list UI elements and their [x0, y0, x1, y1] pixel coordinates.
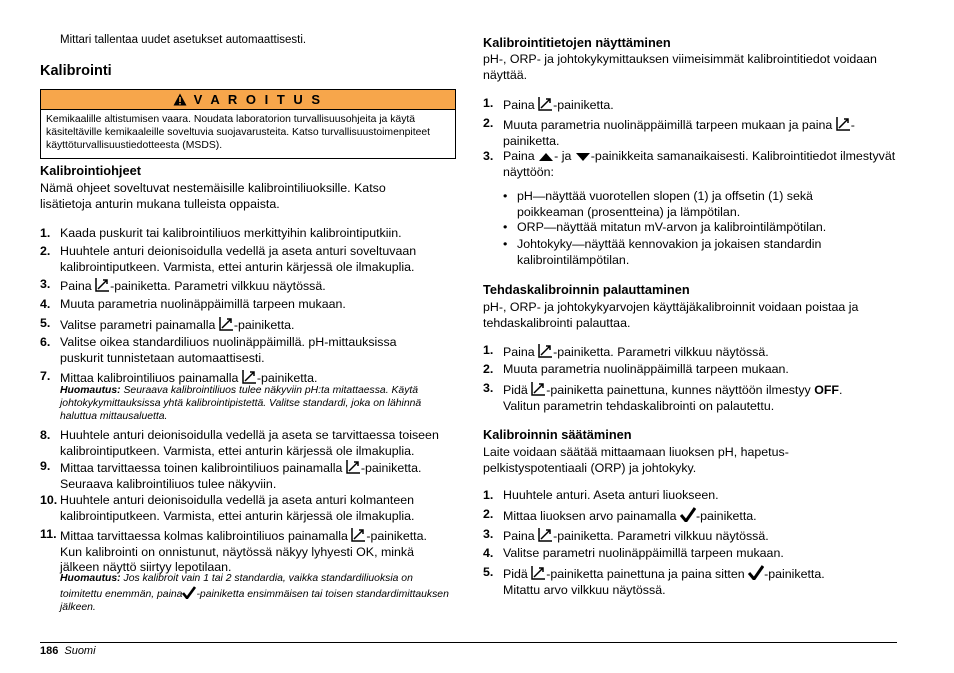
step-text: Muuta parametria nuolinäppäimillä tarpeen mukaan.	[503, 362, 789, 376]
warning-box	[40, 89, 456, 159]
step-number: 2.	[40, 244, 51, 258]
calibrate-key-icon	[346, 459, 361, 474]
step-text: Paina	[503, 149, 539, 163]
calibrate-key-icon	[836, 116, 851, 131]
ohjeet-steps	[40, 226, 456, 626]
calibrate-key-icon	[95, 277, 110, 292]
step-text: Valitse parametri painamalla	[60, 318, 219, 332]
step-text: -painiketta.	[696, 509, 757, 523]
step-number: 5.	[483, 565, 494, 579]
step-number: 3.	[483, 381, 494, 395]
tiedot-intro: pH-, ORP- ja johtokykymittauksen viimeisimmät kalibrointitiedot voidaan näyttää.	[483, 52, 877, 82]
bullet-text: Johtokyky—näyttää kennovakion ja jokaisen standardin kalibrointilämpötilan.	[517, 237, 822, 267]
step-number: 1.	[483, 488, 494, 502]
off-label: OFF	[814, 383, 839, 397]
step-number: 6.	[40, 335, 51, 349]
step-text: Paina	[503, 345, 539, 359]
step-text: Mitattu arvo vilkkuu näytössä.	[503, 582, 666, 597]
step-text: Huuhtele anturi deionisoidulla vedellä ja aseta anturi kolmanteen kalibrointiputkeen. Varmista, ettei anturin kärjessä ole ilmakuplia.	[60, 493, 415, 523]
step-text: Mittaa tarvittaessa kolmas kalibrointiliuos painamalla	[60, 529, 352, 543]
step-number: 9.	[40, 459, 51, 473]
step-text: -painiketta. Parametri vilkkuu näytössä.	[553, 529, 769, 543]
note-label: Huomautus:	[60, 573, 121, 584]
step-number: 3.	[483, 527, 494, 541]
page-number: 186	[40, 645, 59, 657]
step-text: Paina	[60, 279, 96, 293]
page-footer	[40, 645, 96, 657]
section-title-kalibrointi: Kalibrointi	[40, 63, 112, 79]
step-number: 2.	[483, 116, 494, 130]
step-text: Muuta parametria nuolinäppäimillä tarpeen mukaan.	[60, 297, 346, 311]
calibrate-key-icon	[531, 565, 546, 580]
step-text: - ja	[554, 149, 575, 163]
checkmark-key-icon	[748, 565, 764, 580]
step-text: -painiketta.	[360, 461, 422, 475]
step-text: -painiketta.	[233, 318, 295, 332]
calibrate-key-icon	[242, 369, 257, 384]
warning-triangle-icon	[173, 93, 187, 106]
step-number: 3.	[40, 277, 51, 291]
calibrate-key-icon	[531, 381, 546, 396]
bullet-text: ORP—näyttää mitatun mV-arvon ja kalibrointilämpötilan.	[517, 220, 827, 234]
step-text: -painikkeita samanaikaisesti. Kalibrointitiedot ilmestyvät näyttöön:	[503, 149, 896, 179]
step-number: 3.	[483, 149, 494, 163]
step-text: Kun kalibrointi on onnistunut, näytössä näkyy lyhyesti OK, minkä jälkeen näyttö siirtyy lepotilaan.	[60, 544, 415, 574]
footer-divider	[40, 642, 897, 643]
step-text: Valitun parametrin tehdaskalibrointi on palautettu.	[503, 398, 775, 413]
step-number: 11.	[40, 527, 57, 541]
step-text: Huuhtele anturi. Aseta anturi liuokseen.	[503, 488, 719, 502]
step-number: 4.	[483, 546, 494, 560]
saato-intro: Laite voidaan säätää mittaamaan liuoksen pH, hapetus-pelkistyspotentiaali (ORP) ja johtokyky.	[483, 445, 789, 475]
calibrate-key-icon	[219, 316, 234, 331]
step-text: -painiketta.	[366, 529, 427, 543]
step-number: 1.	[483, 343, 494, 357]
step-text: -painiketta. Parametri vilkkuu näytössä.	[553, 345, 769, 359]
step-text: Huuhtele anturi deionisoidulla vedellä ja aseta se tarvittaessa toiseen kalibrointiputkeen. Varmista, ettei anturin kärjessä ole ilmakuplia.	[60, 428, 439, 458]
step-text: Muuta parametria nuolinäppäimillä tarpeen mukaan ja paina	[503, 118, 836, 132]
calibrate-key-icon	[538, 96, 553, 111]
calibrate-key-icon	[538, 527, 553, 542]
tehdas-intro: pH-, ORP- ja johtokykyarvojen käyttäjäkalibroinnit voidaan poistaa ja tehdaskalibrointi palauttaa.	[483, 300, 859, 330]
footer-language: Suomi	[64, 645, 96, 657]
step-number: 2.	[483, 507, 494, 521]
step-text: -painiketta. Parametri vilkkuu näytössä.	[110, 279, 326, 293]
note-label: Huomautus:	[60, 385, 121, 396]
list-item: • pH—näyttää vuorotellen slopen (1) ja offsetin (1) sekä poikkeaman (prosentteina) ja lämpötilan.	[503, 189, 813, 219]
warning-text: Kemikaalille altistumisen vaara. Noudata laboratorion turvallisuusohjeita ja käytä käsiteltäville kemikaaleille soveltuvia suojavarusteita. Katso turvallisuustoimenpiteet käyttöturvallisuustiedotteesta (MSDS).	[46, 114, 431, 151]
step-number: 10.	[40, 493, 58, 507]
calibrate-key-icon	[351, 527, 366, 542]
intro-text: Mittari tallentaa uudet asetukset automaattisesti.	[60, 34, 307, 46]
up-arrow-key-icon	[538, 152, 554, 162]
step-number: 4.	[40, 297, 51, 311]
checkmark-key-icon	[182, 586, 196, 599]
list-item: • Johtokyky—näyttää kennovakion ja jokaisen standardin kalibrointilämpötilan.	[503, 237, 822, 267]
step-number: 8.	[40, 428, 51, 442]
step-text: Paina	[503, 529, 539, 543]
bullet-text: pH—näyttää vuorotellen slopen (1) ja offsetin (1) sekä poikkeaman (prosentteina) ja lämpötilan.	[517, 189, 813, 219]
checkmark-key-icon	[680, 507, 696, 522]
step-text: -painiketta.	[764, 567, 825, 581]
step-text: -painiketta.	[503, 118, 855, 148]
step-text: Pidä	[503, 567, 532, 581]
step-text: Mittaa liuoksen arvo painamalla	[503, 509, 681, 523]
note-text: Seuraava kalibrointiliuos tulee näkyviin pH:ta mitattaessa. Käytä johtokykymittauksissa yhtä kalibrointipistettä. Valitse standardi, joka on lähinnä haluttua mittausaluetta.	[60, 385, 422, 422]
step-text: -painiketta painettuna, kunnes näyttöön ilmestyy	[546, 383, 815, 397]
step-text: -painiketta.	[553, 98, 614, 112]
down-arrow-key-icon	[575, 152, 591, 162]
warning-header	[41, 90, 455, 110]
warning-label: V A R O I T U S	[193, 92, 323, 107]
calibrate-key-icon	[538, 343, 553, 358]
step-text: Pidä	[503, 383, 532, 397]
step-number: 2.	[483, 362, 494, 376]
step-number: 1.	[483, 96, 494, 110]
step-text: Valitse parametri nuolinäppäimillä tarpeen mukaan.	[503, 546, 784, 560]
step-text: Valitse oikea standardiliuos nuolinäppäimillä. pH-mittauksissa puskurit tunnistetaan automaattisesti.	[60, 335, 397, 365]
note	[60, 385, 456, 423]
step-number: 1.	[40, 226, 51, 240]
step-text: .	[838, 383, 843, 397]
step-text: Paina	[503, 98, 539, 112]
step-number: 7.	[40, 369, 51, 383]
subsection-title-tiedot: Kalibrointitietojen näyttäminen	[483, 35, 671, 50]
note	[60, 573, 456, 614]
subsection-title-ohjeet: Kalibrointiohjeet	[40, 163, 141, 178]
step-text: Kaada puskurit tai kalibrointiliuos merkittyihin kalibrointiputkiin.	[60, 226, 402, 240]
step-text: -painiketta.	[256, 371, 318, 385]
step-text: -painiketta painettuna ja paina sitten	[546, 567, 749, 581]
step-text: Mittaa kalibrointiliuos painamalla	[60, 371, 242, 385]
step-text: Huuhtele anturi deionisoidulla vedellä ja aseta anturi soveltuvaan kalibrointiputkeen. Varmista, ettei anturin kärjessä ole ilmakuplia.	[60, 244, 417, 274]
subsection-title-saato: Kalibroinnin säätäminen	[483, 427, 632, 442]
step-text: Seuraava kalibrointiliuos tulee näkyviin.	[60, 476, 277, 491]
subsection-title-tehdas: Tehdaskalibroinnin palauttaminen	[483, 282, 690, 297]
list-item: • ORP—näyttää mitatun mV-arvon ja kalibrointilämpötilan.	[503, 220, 827, 234]
step-number: 5.	[40, 316, 51, 330]
step-text: Mittaa tarvittaessa toinen kalibrointiliuos painamalla	[60, 461, 346, 475]
note-text: -painiketta ensimmäisen tai toisen standardimittauksen jälkeen.	[60, 588, 449, 613]
note-text: Jos kalibroit vain 1 tai 2 standardia, vaikka standardiliuoksia on toimitettu enemmän, paina	[60, 573, 413, 600]
ohjeet-intro: Nämä ohjeet soveltuvat nestemäisille kalibrointiliuoksille. Katso lisätietoja anturin mukana tulleista oppaista.	[40, 181, 386, 211]
